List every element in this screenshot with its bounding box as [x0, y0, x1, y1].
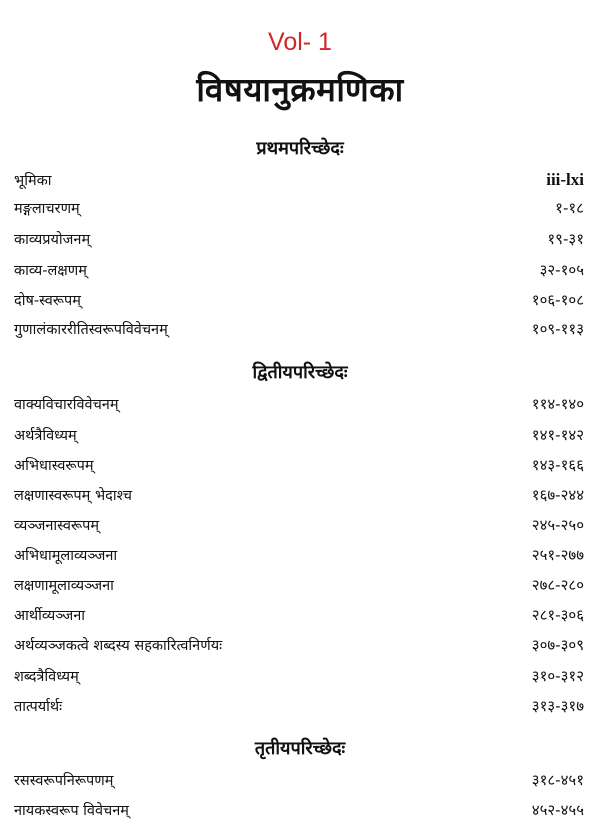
- toc-row: [14, 225, 584, 253]
- toc-entry-label: लक्षणामूलाव्यञ्जना: [14, 578, 114, 594]
- toc-row: [14, 796, 584, 824]
- toc-entry-pages: १-१८: [555, 199, 584, 217]
- toc-row: [14, 481, 584, 509]
- toc-row: [14, 541, 584, 569]
- toc-entry-label: अर्थव्यञ्जकत्वे शब्दस्य सहकारित्वनिर्णयः: [14, 638, 223, 654]
- toc-entry-pages: २४५-२५०: [531, 516, 584, 534]
- section-heading-1: प्रथमपरिच्छेदः: [256, 138, 344, 159]
- section-heading-2: द्वितीयपरिच्छेदः: [252, 362, 348, 383]
- toc-row: [14, 390, 584, 418]
- toc-entry-pages: १९-३१: [547, 230, 584, 248]
- toc-entry-label: मङ्गलाचरणम्: [14, 201, 80, 217]
- toc-row: [14, 631, 584, 659]
- toc-entry-pages: २८१-३०६: [531, 606, 584, 624]
- toc-entry-pages: ३२-१०५: [539, 261, 584, 279]
- toc-entry-label: अर्थत्रैविध्यम्: [14, 428, 77, 444]
- toc-entry-label: नायकस्वरूप विवेचनम्: [14, 803, 129, 819]
- section-heading-3: तृतीयपरिच्छेदः: [254, 738, 346, 759]
- toc-row: [14, 766, 584, 794]
- toc-entry-pages: १०६-१०८: [531, 291, 584, 309]
- toc-entry-pages: ११४-१४०: [531, 395, 584, 413]
- toc-entry-label: लक्षणास्वरूपम् भेदाश्च: [14, 488, 132, 504]
- toc-row: [14, 194, 584, 222]
- toc-row: [14, 286, 584, 314]
- volume-label: Vol- 1: [268, 28, 332, 56]
- toc-row: [14, 256, 584, 284]
- toc-entry-label: रसस्वरूपनिरूपणम्: [14, 773, 114, 789]
- toc-entry-pages: १६७-२४४: [531, 486, 584, 504]
- toc-row: [14, 662, 584, 690]
- toc-entry-label: वाक्यविचारविवेचनम्: [14, 397, 119, 413]
- toc-entry-pages: २७८-२८०: [531, 576, 584, 594]
- toc-entry-label: तात्पर्यार्थः: [14, 699, 63, 715]
- toc-row: [14, 511, 584, 539]
- toc-entry-label: अभिधास्वरूपम्: [14, 458, 94, 474]
- toc-entry-pages: १०९-११३: [531, 320, 584, 338]
- toc-entry-label: आर्थीव्यञ्जना: [14, 608, 86, 624]
- toc-entry-label: काव्यप्रयोजनम्: [14, 232, 91, 248]
- toc-row: [14, 571, 584, 599]
- toc-entry-pages: ४५२-४५५: [531, 801, 584, 819]
- toc-entry-pages: ३०७-३०९: [531, 636, 584, 654]
- toc-entry-pages: १४३-१६६: [531, 456, 584, 474]
- toc-entry-pages: ३१८-४५१: [531, 771, 584, 789]
- toc-entry-pages: ३१३-३१७: [531, 697, 584, 715]
- toc-row: [14, 166, 584, 194]
- toc-entry-pages: ३१०-३१२: [531, 667, 584, 685]
- toc-entry-label: व्यञ्जनास्वरूपम्: [14, 518, 100, 534]
- toc-entry-label: शब्दत्रैविध्यम्: [14, 669, 79, 685]
- toc-entry-label: काव्य-लक्षणम्: [14, 263, 87, 279]
- toc-entry-label: गुणालंकाररीतिस्वरूपविवेचनम्: [14, 322, 168, 338]
- toc-row: [14, 421, 584, 449]
- toc-entry-pages: iii-lxi: [546, 170, 584, 189]
- toc-entry-label: अभिधामूलाव्यञ्जना: [14, 548, 118, 564]
- toc-row: [14, 692, 584, 720]
- toc-entry-pages: २५१-२७७: [531, 546, 584, 564]
- toc-entry-label: भूमिका: [14, 173, 52, 189]
- page-title: विषयानुक्रमणिका: [196, 70, 404, 109]
- toc-row: [14, 315, 584, 343]
- toc-row: [14, 601, 584, 629]
- toc-row: [14, 451, 584, 479]
- toc-entry-label: दोष-स्वरूपम्: [14, 293, 81, 309]
- toc-entry-pages: १४१-१४२: [531, 426, 584, 444]
